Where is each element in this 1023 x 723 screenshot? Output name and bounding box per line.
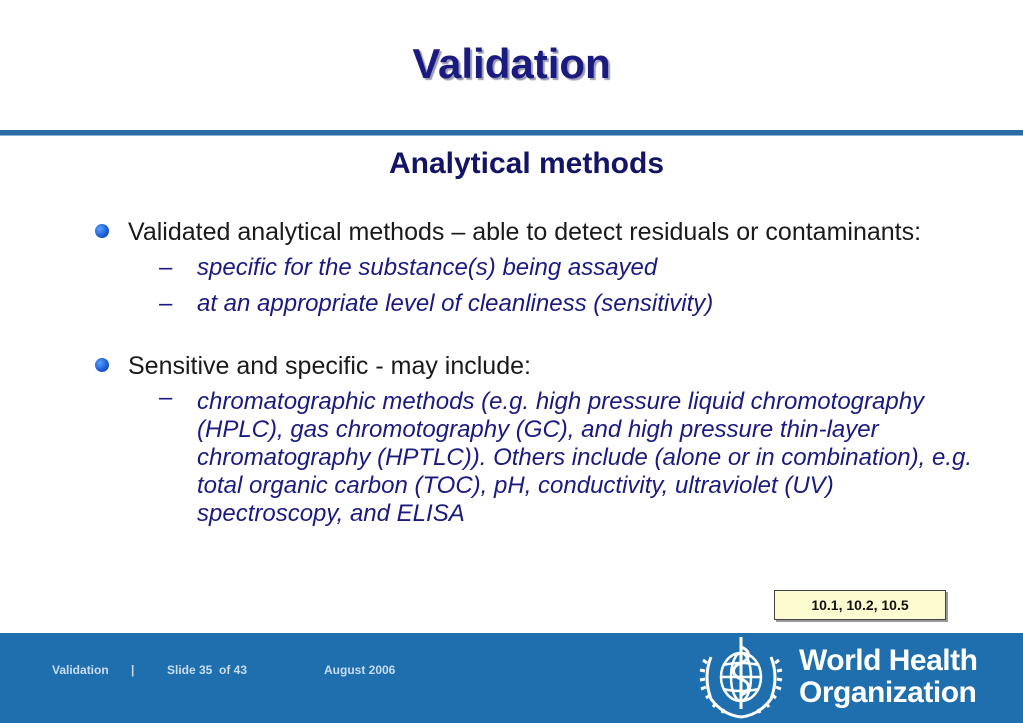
footer-section: Validation (52, 663, 109, 677)
title-divider (0, 130, 1023, 136)
logo-line-1: World Health (799, 644, 978, 677)
slide-title: Validation (412, 40, 611, 87)
bullet-dot-icon (95, 358, 109, 372)
sub-bullet-item (95, 384, 975, 528)
sub-bullet-item (95, 250, 975, 286)
sub-bullet-item (95, 286, 975, 322)
bullet-dot-icon (95, 224, 109, 238)
who-logo-text (799, 645, 977, 709)
sub-bullet-text: chromatographic methods (e.g. high pressure liquid chromotography (HPLC), gas chromotography (GC), and high pressure thin-layer chromatography (HPTLC)). Others include (alone or in combination), e.g. total organic carbon (TOC), pH, conductivity, ultraviolet (UV) spectroscopy, and ELISA (197, 388, 973, 527)
dash-icon: – (159, 254, 173, 281)
bullet-text: Validated analytical methods – able to detect residuals or contaminants: (128, 218, 922, 246)
bullet-item (95, 214, 975, 250)
slide-subtitle: Analytical methods (388, 147, 665, 180)
footer-separator: | (131, 663, 135, 677)
footer-bar (0, 633, 1023, 723)
reference-box: 10.1, 10.2, 10.5 (774, 590, 946, 620)
dash-icon: – (159, 384, 173, 411)
who-emblem-icon (693, 633, 789, 723)
logo-line-2: Organization (799, 676, 977, 709)
bullet-text: Sensitive and specific - may include: (128, 352, 531, 380)
slide-content (95, 214, 975, 528)
who-logo (693, 633, 1023, 723)
sub-bullet-text: specific for the substance(s) being assayed (197, 254, 658, 281)
bullet-item (95, 348, 975, 384)
sub-bullet-text: at an appropriate level of cleanliness (sensitivity) (197, 290, 714, 317)
dash-icon: – (159, 290, 173, 317)
footer-slide-number: Slide 35 of 43 (167, 663, 248, 677)
footer-date: August 2006 (324, 663, 396, 677)
